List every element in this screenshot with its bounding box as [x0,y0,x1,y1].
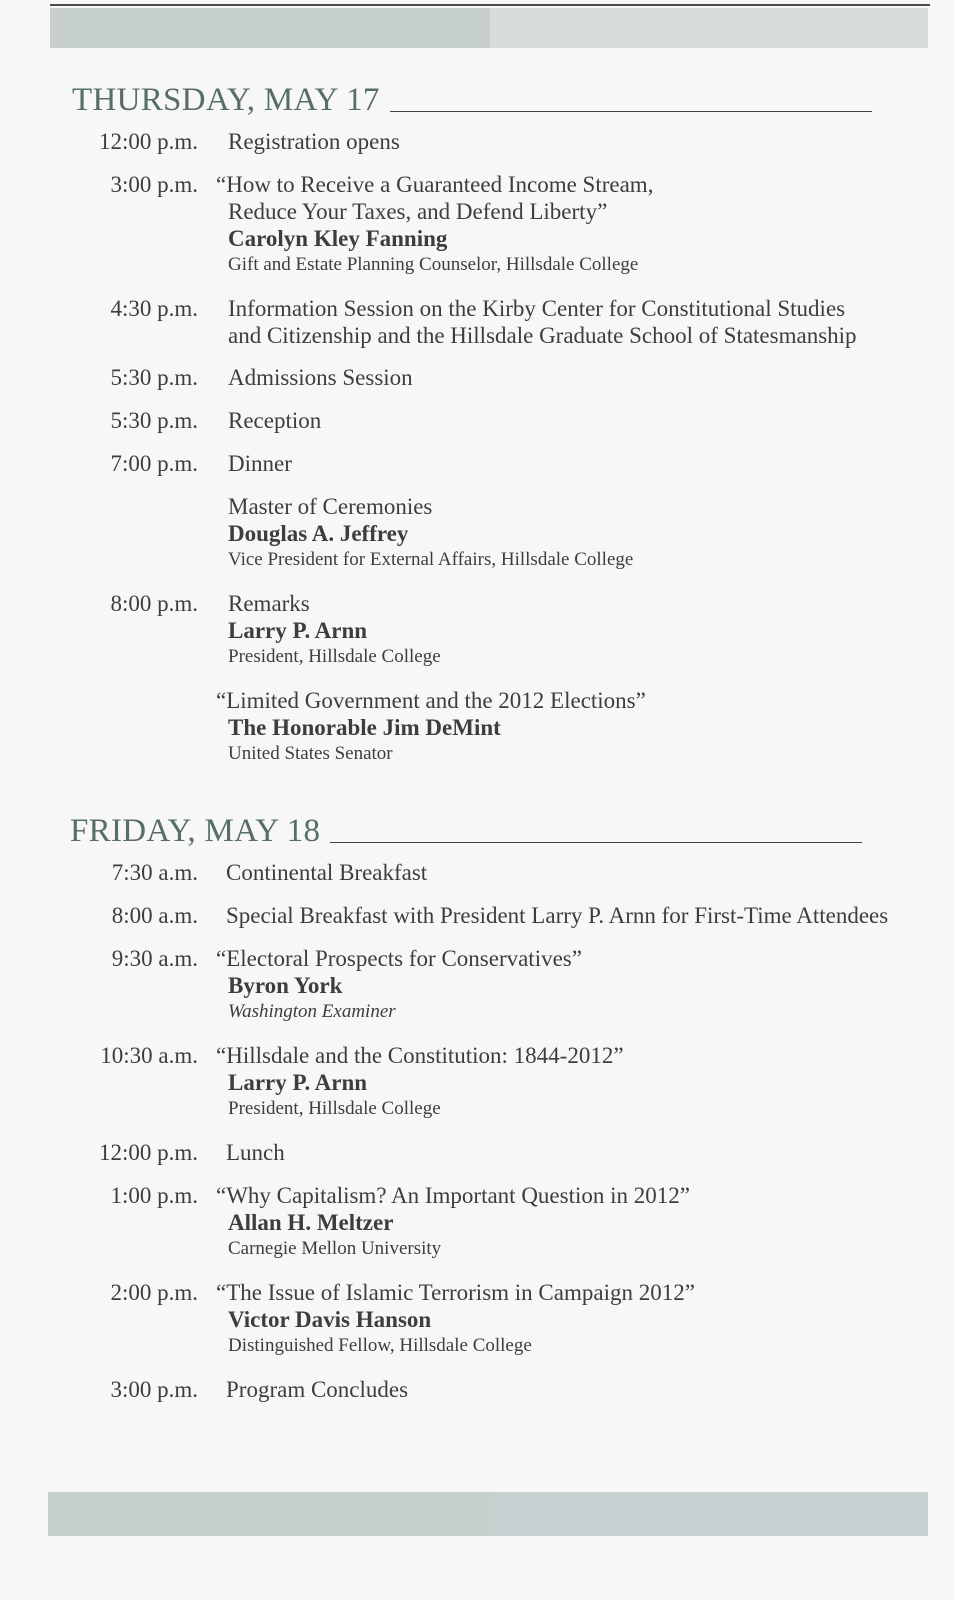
item-title: Registration opens [228,129,400,154]
speaker-affiliation: President, Hillsdale College [228,646,441,667]
speaker-affiliation: United States Senator [228,743,393,764]
item-title: Continental Breakfast [226,860,428,885]
item-title: Admissions Session [228,365,413,390]
speaker-affiliation: Distinguished Fellow, Hillsdale College [228,1335,532,1356]
day-heading-friday [70,813,862,850]
speaker-name: The Honorable Jim DeMint [228,715,501,740]
item-time: 10:30 a.m. [100,1043,198,1068]
item-time: 7:30 a.m. [111,860,198,885]
top-rule [50,4,930,6]
item-title: Lunch [226,1140,285,1165]
item-time: 7:00 p.m. [110,451,198,476]
day-heading-thursday [72,82,872,119]
item-title: Program Concludes [226,1377,409,1402]
speaker-name: Larry P. Arnn [228,618,368,643]
speaker-affiliation: Vice President for External Affairs, Hillsdale College [228,549,634,570]
item-title: “Why Capitalism? An Important Question in 2012” [216,1183,690,1208]
day-heading-text: FRIDAY, MAY 18 [70,813,321,849]
item-time: 2:00 p.m. [110,1280,198,1305]
item-title: “How to Receive a Guaranteed Income Stream, [216,172,654,197]
top-color-band [50,8,928,48]
item-title: Remarks [228,591,310,616]
item-time: 3:00 p.m. [110,172,198,197]
speaker-affiliation: Washington Examiner [228,1001,396,1022]
bottom-color-band [48,1492,928,1536]
item-title: “Limited Government and the 2012 Elections” [216,688,646,713]
item-title: “Electoral Prospects for Conservatives” [216,946,582,971]
speaker-name: Byron York [228,973,343,998]
speaker-affiliation: Carnegie Mellon University [228,1238,442,1259]
item-time: 3:00 p.m. [110,1377,198,1402]
item-title: Reception [228,408,322,433]
speaker-name: Carolyn Kley Fanning [228,226,448,251]
item-time: 4:30 p.m. [110,296,198,321]
item-title: Dinner [228,451,292,476]
item-time: 5:30 p.m. [110,408,198,433]
item-title: and Citizenship and the Hillsdale Graduate School of Statesmanship [228,323,857,348]
speaker-affiliation: Gift and Estate Planning Counselor, Hillsdale College [228,254,639,275]
item-time: 8:00 a.m. [111,903,198,928]
speaker-affiliation: President, Hillsdale College [228,1098,441,1119]
item-time: 1:00 p.m. [110,1183,198,1208]
speaker-name: Larry P. Arnn [228,1070,368,1095]
item-title: Reduce Your Taxes, and Defend Liberty” [228,199,608,224]
item-time: 9:30 a.m. [111,946,198,971]
speaker-name: Allan H. Meltzer [228,1210,394,1235]
item-time: 12:00 p.m. [98,129,198,154]
item-title: Master of Ceremonies [228,494,433,519]
item-title: “Hillsdale and the Constitution: 1844-2012” [216,1043,624,1068]
speaker-name: Douglas A. Jeffrey [228,521,409,546]
item-time: 12:00 p.m. [98,1140,198,1165]
day-heading-text: THURSDAY, MAY 17 [72,82,380,118]
item-time: 5:30 p.m. [110,365,198,390]
item-title: “The Issue of Islamic Terrorism in Campaign 2012” [216,1280,695,1305]
item-title: Special Breakfast with President Larry P. Arnn for First-Time Attendees [226,903,889,928]
speaker-name: Victor Davis Hanson [228,1307,432,1332]
item-title: Information Session on the Kirby Center for Constitutional Studies [228,296,846,321]
item-time: 8:00 p.m. [110,591,198,616]
